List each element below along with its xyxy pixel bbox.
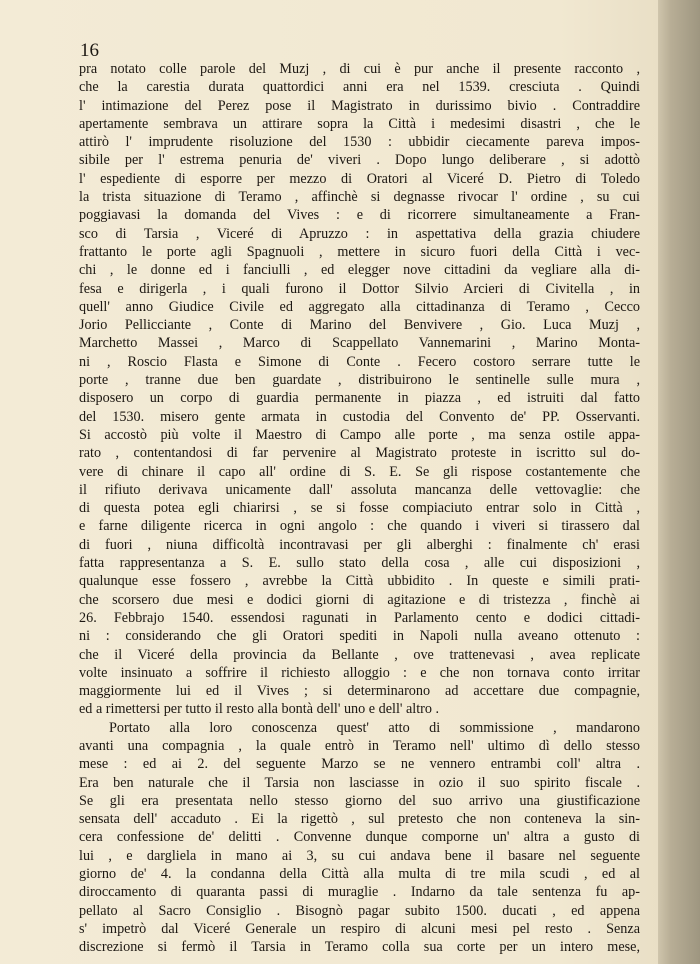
- text-line: vere di chinare il capo all' ordine di S. E. Se gli rispose costantemente che: [79, 463, 640, 480]
- text-line: che il Viceré della provincia da Bellante , ove trattenevasi , avea replicate: [79, 646, 640, 663]
- text-line: ni , Roscio Flasta e Simone di Conte . Fecero costoro serrare tutte le: [79, 353, 640, 370]
- text-line: Portato alla loro conoscenza quest' atto di sommissione , mandarono: [109, 719, 640, 736]
- text-line: ni : considerando che gli Oratori spediti in Napoli nulla aveano ottenuto :: [79, 628, 640, 645]
- text-line: l' espediente di esporre per mezzo di Oratori al Viceré D. Pietro di Toledo: [79, 170, 640, 187]
- text-line: cera confessione de' delitti . Convenne dunque comporne un' altra a gusto di: [79, 829, 640, 846]
- text-line: che scorsero due mesi e dodici giorni di agitazione e di tristezza , finchè ai: [79, 591, 640, 608]
- text-line: s' impetrò dal Viceré Generale un respiro di alcuni mesi pel resto . Senza: [79, 920, 640, 937]
- text-line: discrezione si fermò il Tarsia in Teramo colla sua corte per un intero mese,: [79, 939, 640, 956]
- text-line: Si accostò più volte il Maestro di Campo alle porte , ma senza ostile appa-: [79, 426, 640, 443]
- text-line: maggiormente lui ed il Vives ; si determinarono ad accettare due compagnie,: [79, 683, 640, 700]
- text-line: la trista situazione di Teramo , affinchè si degnasse rivocar l' ordine , su cui: [79, 189, 640, 206]
- text-line: rato , contentandosi di far pervenire al Magistrato proteste in iscritto sul do-: [79, 445, 640, 462]
- book-gutter: [658, 0, 700, 964]
- text-line: volte insinuato a soffrire il richiesto alloggio : e che non tornava conto irritar: [79, 664, 640, 681]
- text-line: Marchetto Massei , Marco di Scappellato Vannemarini , Marino Monta-: [79, 335, 640, 352]
- text-line: l' intimazione del Perez pose il Magistrato in durissimo bivio . Contraddire: [79, 97, 640, 114]
- page-number: 16: [80, 40, 99, 61]
- text-line: di fuori , niuna difficoltà incontravasi per gli alberghi : finalmente ch' erasi: [79, 536, 640, 553]
- text-line: giorno de' 4. la condanna della Città alla multa di tre mila scudi , ed al: [79, 866, 640, 883]
- text-line: il rifiuto derivava unicamente dall' assoluta mancanza delle vettovaglie: che: [79, 481, 640, 498]
- text-line: sensata dell' accaduto . Ei la rigettò , sul pretesto che non conteneva la sin-: [79, 811, 640, 828]
- text-line: Era ben naturale che il Tarsia non lasciasse in ozio il suo spirito fiscale .: [79, 774, 640, 791]
- text-line: diroccamento di quaranta passi di muraglie . Indarno da tale sentenza fu ap-: [79, 884, 640, 901]
- text-line: attirò l' imprudente risoluzione del 1530 : ubbidir ciecamente pareva impos-: [79, 134, 640, 151]
- text-line: mese : ed ai 2. del seguente Marzo se ne vennero entrambi coll' altra .: [79, 756, 640, 773]
- text-line: frattanto le porte agli Spagnuoli , mettere in sicuro fuori della Città i vec-: [79, 243, 640, 260]
- text-line: qualunque esse fossero , avrebbe la Città ubbidito . In queste e simili prati-: [79, 573, 640, 590]
- text-line: Se gli era presentata nello stesso giorno del suo arrivo una giustificazione: [79, 792, 640, 809]
- text-line: 26. Febbrajo 1540. essendosi ragunati in Parlamento cento e dodici cittadi-: [79, 609, 640, 626]
- text-line: fatta rappresentanza a S. E. sullo stato della cosa , alle cui disposizioni ,: [79, 555, 640, 572]
- text-line: sibile per l' estrema penuria de' viveri . Dopo lungo deliberare , si adottò: [79, 152, 640, 169]
- text-line: sco di Tarsia , Viceré di Apruzzo : in aspettativa della grazia chiudere: [79, 225, 640, 242]
- text-line: che la carestia durata quattordici anni era nel 1539. cresciuta . Quindi: [79, 79, 640, 96]
- text-line: di questa potea egli chiarirsi , se si fosse compiaciuto entrar solo in Città ,: [79, 500, 640, 517]
- body-text: [79, 60, 640, 957]
- text-line: apertamente sembrava un attirare sopra la Città i medesimi disastri , che le: [79, 115, 640, 132]
- text-line: poggiavasi la domanda del Vives : e di ricorrere simultaneamente a Fran-: [79, 207, 640, 224]
- text-line: pra notato colle parole del Muzj , di cui è pur anche il presente racconto ,: [79, 61, 640, 77]
- text-line: disposero un corpo di guardia permanente in piazza , ed istruiti dal fatto: [79, 390, 640, 407]
- text-line: lui , e dargliela in mano ai 3, su cui andava bene il basare nel seguente: [79, 847, 640, 864]
- text-line: del 1530. misero gente armata in custodia del Convento de' PP. Osservanti.: [79, 408, 640, 425]
- text-line: Jorio Pellicciante , Conte di Marino del Benvivere , Gio. Luca Muzj ,: [79, 317, 640, 334]
- text-line: ed a rimettersi per tutto il resto alla bontà dell' uno e dell' altro .: [79, 701, 440, 718]
- text-line: porte , tranne due ben guardate , distribuirono le sentinelle sulle mura ,: [79, 372, 640, 389]
- text-line: quell' anno Giudice Civile ed aggregato alla cittadinanza di Teramo , Cecco: [79, 298, 640, 315]
- text-line: chi , le donne ed i fanciulli , ed elegger nove cittadini da vegliare alla di-: [79, 262, 640, 279]
- text-line: fesa e dirigerla , i quali furono il Dottor Silvio Arcieri di Civitella , in: [79, 280, 640, 297]
- text-line: pellato al Sacro Consiglio . Bisognò pagar subito 1500. ducati , ed appena: [79, 902, 640, 919]
- text-line: e farne diligente ricerca in ogni angolo : che quando i viveri si tirassero dal: [79, 518, 640, 535]
- text-line: avanti una compagnia , la quale entrò in Teramo nell' ultimo dì dello stesso: [79, 737, 640, 754]
